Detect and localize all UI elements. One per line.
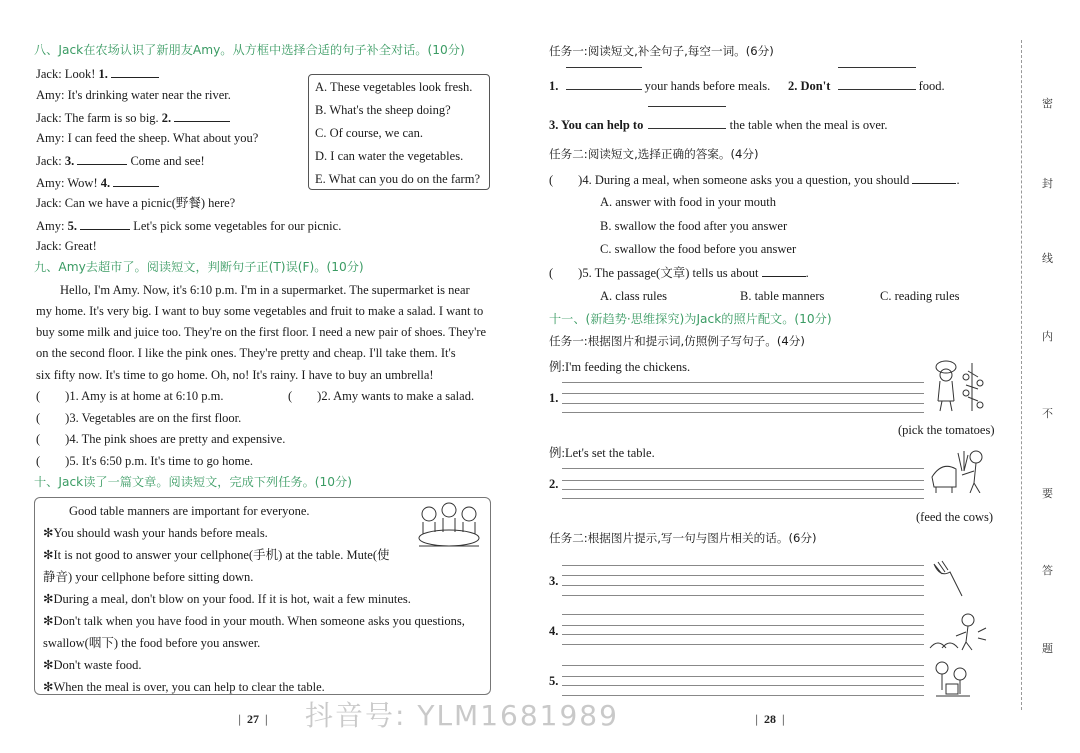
family-meal-illustration (413, 500, 485, 552)
dialogue-text: Amy: (36, 219, 65, 233)
writing-line[interactable] (562, 489, 924, 490)
children-garden-illustration (928, 612, 988, 652)
children-illustration (930, 660, 974, 700)
task1-heading-11: 任务一:根据图片和提示词,仿照例子写句子。(4分) (549, 334, 805, 348)
question-text: your hands before meals. (644, 79, 771, 93)
margin-char: 要 (1042, 487, 1053, 500)
question-text: 3. You can help to (549, 118, 644, 132)
page-number-text: 27 (246, 712, 259, 726)
tf-question[interactable]: ( )2. Amy wants to make a salad. (288, 389, 475, 403)
page-number-right: ❘ 28 ❘ (752, 712, 788, 726)
answer-blank[interactable] (562, 78, 642, 90)
writing-line[interactable] (562, 480, 924, 481)
dialogue-line (36, 111, 230, 125)
question-number: 2. Don't (788, 79, 831, 93)
dialogue-line: Amy: I can feed the sheep. What about you? (36, 131, 259, 145)
fill-question-3 (549, 117, 888, 132)
writing-line[interactable] (562, 644, 924, 645)
writing-line[interactable] (562, 403, 924, 404)
writing-line[interactable] (562, 412, 924, 413)
rule-line: ✻When the meal is over, you can help to clear the table. (43, 680, 325, 694)
passage-line: on the second floor. I like the pink ones. They're pretty and cheap. I'll take them. It's (36, 346, 456, 360)
dialogue-text: Jack: (36, 154, 62, 168)
dialogue-line (36, 67, 159, 81)
writing-line[interactable] (562, 498, 924, 499)
option-c: C. Of course, we can. (315, 126, 423, 140)
example-sentence: 例:Let's set the table. (549, 446, 655, 460)
dialogue-line (36, 219, 341, 233)
option-a: A. These vegetables look fresh. (315, 80, 473, 94)
dialogue-line: Jack: Great! (36, 239, 97, 253)
reading-box (34, 497, 491, 695)
question-text: ( )5. The passage(文章) tells us about (549, 266, 759, 280)
writing-line[interactable] (562, 625, 924, 626)
tomato-picking-illustration (928, 357, 988, 413)
question-number: 1. (98, 67, 108, 81)
answer-blank[interactable] (646, 117, 726, 129)
question-number: 3. (64, 154, 75, 168)
fill-question-2 (788, 78, 945, 93)
choice-question-5[interactable]: ( )5. The passage(文章) tells us about . (549, 266, 809, 280)
question-number: 2. (161, 111, 172, 125)
margin-char: 密 (1042, 97, 1053, 110)
answer-blank[interactable] (77, 154, 127, 165)
margin-char: 线 (1042, 252, 1053, 265)
passage-line: buy some milk and juice too. They're on the first floor. I need a new pair of shoes. They're (36, 325, 487, 339)
question-text: the table when the meal is over. (729, 118, 888, 132)
passage-line: six fifty now. It's time to go home. Oh, no! It's rainy. I have to buy an umbrella! (36, 368, 434, 382)
question-text: ( )4. During a meal, when someone asks you a question, you should (549, 173, 910, 187)
writing-line[interactable] (562, 575, 924, 576)
answer-blank[interactable] (762, 266, 806, 277)
writing-line[interactable] (562, 676, 924, 677)
question-number: 4. (549, 624, 559, 638)
answer-blank[interactable] (834, 78, 916, 90)
binding-line (1021, 40, 1022, 710)
page-number-text: 28 (763, 712, 776, 726)
rule-line: ✻You should wash your hands before meals. (43, 526, 268, 540)
question-number: 5. (67, 219, 77, 233)
tf-question[interactable]: ( )3. Vegetables are on the first floor. (36, 411, 242, 425)
dialogue-text: Amy: Wow! (36, 176, 98, 190)
reading-title: Good table manners are important for everyone. (69, 504, 310, 518)
answer-blank[interactable] (912, 173, 956, 184)
question-number: 1. (549, 391, 559, 405)
passage-line: my home. It's very big. I want to buy some vegetables and fruit to make a salad. I want to (36, 304, 484, 318)
question-number: 5. (549, 674, 559, 688)
writing-line[interactable] (562, 665, 924, 666)
dialogue-line: Amy: It's drinking water near the river. (36, 88, 231, 102)
question-number: 2. (549, 477, 559, 491)
writing-line[interactable] (562, 685, 924, 686)
answer-blank[interactable] (174, 111, 230, 122)
watermark: 抖音号: YLM1681989 (305, 699, 619, 732)
page-number-left: ❘ 27 ❘ (235, 712, 271, 726)
answer-blank[interactable] (111, 67, 159, 78)
margin-char: 内 (1042, 330, 1053, 343)
writing-line[interactable] (562, 614, 924, 615)
choice-option[interactable]: B. table manners (740, 289, 825, 303)
writing-line[interactable] (562, 585, 924, 586)
options-box (308, 74, 490, 190)
answer-blank[interactable] (80, 219, 130, 230)
writing-line[interactable] (562, 468, 924, 469)
choice-option[interactable]: C. reading rules (880, 289, 960, 303)
choice-option[interactable]: B. swallow the food after you answer (600, 219, 788, 233)
dialogue-text: Jack: The farm is so big. (36, 111, 159, 125)
rule-line: swallow(咽下) the food before you answer. (43, 636, 261, 650)
task2-heading: 任务二:阅读短文,选择正确的答案。(4分) (549, 147, 759, 161)
rule-line: ✻Don't talk when you have food in your mouth. When someone asks you questions, (43, 614, 465, 628)
dialogue-line (36, 154, 205, 168)
question-number: 3. (549, 574, 559, 588)
writing-line[interactable] (562, 634, 924, 635)
passage-line: Hello, I'm Amy. Now, it's 6:10 p.m. I'm in a supermarket. The supermarket is near (60, 283, 470, 297)
rule-line: ✻Don't waste food. (43, 658, 142, 672)
dialogue-text: Let's pick some vegetables for our picnic. (133, 219, 342, 233)
dialogue-line (36, 176, 159, 190)
hint-text: (pick the tomatoes) (898, 423, 995, 437)
choice-option[interactable]: A. class rules (600, 289, 667, 303)
task1-heading: 任务一:阅读短文,补全句子,每空一词。(6分) (549, 44, 774, 58)
question-number: 1. (549, 79, 559, 93)
section-11-heading: 十一、(新趋势·思维探究)为Jack的照片配文。(10分) (549, 312, 832, 326)
margin-char: 答 (1042, 564, 1053, 577)
option-e: E. What can you do on the farm? (315, 172, 480, 186)
choice-question-4[interactable]: ( )4. During a meal, when someone asks you a question, you should . (549, 173, 960, 187)
writing-line[interactable] (562, 595, 924, 596)
question-text: food. (918, 79, 945, 93)
task2-heading-11: 任务二:根据图片提示,写一句与图片相关的话。(6分) (549, 531, 817, 545)
answer-blank[interactable] (113, 176, 159, 187)
rule-line: ✻During a meal, don't blow on your food. If it is hot, wait a few minutes. (43, 592, 411, 606)
option-b: B. What's the sheep doing? (315, 103, 451, 117)
tf-question[interactable]: ( )1. Amy is at home at 6:10 p.m. (36, 389, 224, 403)
dialogue-line: Jack: Can we have a picnic(野餐) here? (36, 196, 236, 210)
writing-line[interactable] (562, 393, 924, 394)
dialogue-text: Come and see! (130, 154, 205, 168)
margin-char: 不 (1042, 407, 1053, 420)
margin-char: 题 (1042, 642, 1053, 655)
fill-question-1 (549, 78, 770, 93)
question-number: 4. (100, 176, 111, 190)
choice-option[interactable]: A. answer with food in your mouth (600, 195, 777, 209)
option-d: D. I can water the vegetables. (315, 149, 464, 163)
tf-question[interactable]: ( )5. It's 6:50 p.m. It's time to go home. (36, 454, 253, 468)
fork-illustration (930, 560, 964, 600)
section-8-heading: 八、Jack在农场认识了新朋友Amy。从方框中选择合适的句子补全对话。(10分) (34, 43, 465, 57)
tf-question[interactable]: ( )4. The pink shoes are pretty and expensive. (36, 432, 286, 446)
writing-line[interactable] (562, 565, 924, 566)
example-sentence: 例:I'm feeding the chickens. (549, 360, 691, 374)
section-9-heading: 九、Amy去超市了。阅读短文，判断句子正(T)误(F)。(10分) (34, 260, 364, 274)
choice-option[interactable]: C. swallow the food before you answer (600, 242, 797, 256)
cow-feeding-illustration (928, 447, 988, 493)
section-10-heading: 十、Jack读了一篇文章。阅读短文，完成下列任务。(10分) (34, 475, 352, 489)
writing-line[interactable] (562, 382, 924, 383)
rule-line: 静音) your cellphone before sitting down. (43, 570, 254, 584)
margin-char: 封 (1042, 177, 1053, 190)
rule-line: ✻It is not good to answer your cellphone(手机) at the table. Mute(使 (43, 548, 390, 562)
dialogue-text: Jack: Look! (36, 67, 96, 81)
hint-text: (feed the cows) (916, 510, 994, 524)
